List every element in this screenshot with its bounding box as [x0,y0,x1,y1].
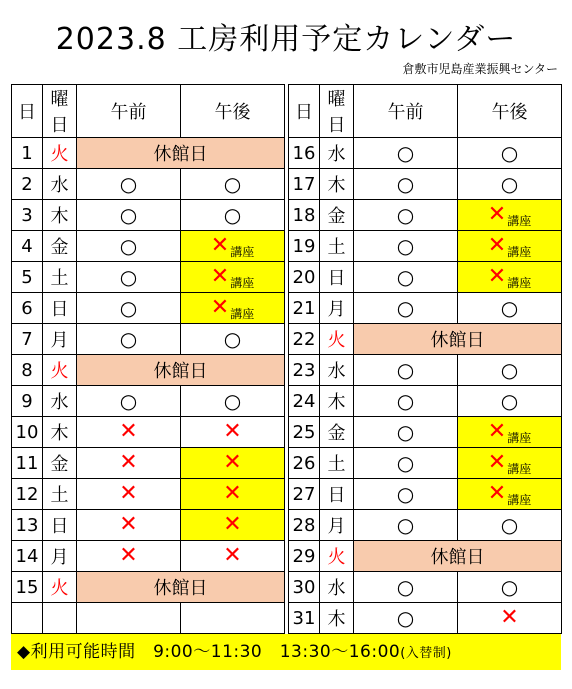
available-mark: ○ [396,451,415,475]
day-number: 23 [289,355,320,386]
afternoon-slot [458,138,562,169]
hours-text: ◆利用可能時間 9:00～11:30 13:30～16:00 [17,642,401,662]
afternoon-slot [458,355,562,386]
weekday: 金 [43,448,77,479]
calendar-row [12,479,285,510]
afternoon-slot [458,417,562,448]
calendar-table-left [11,84,285,634]
day-number: 28 [289,510,320,541]
weekday: 月 [320,510,354,541]
day-number: 20 [289,262,320,293]
afternoon-slot [181,200,285,231]
available-mark: ○ [223,389,242,413]
unavailable-mark: ✕ [487,419,507,444]
morning-slot [77,324,181,355]
morning-slot [354,603,458,634]
weekday: 火 [320,541,354,572]
available-mark: ○ [119,327,138,351]
day-number: 1 [12,138,43,169]
morning-slot [77,541,181,572]
calendar-row [289,510,562,541]
morning-slot [354,262,458,293]
afternoon-slot [181,417,285,448]
available-mark: ○ [500,141,519,165]
day-number: 12 [12,479,43,510]
available-mark: ○ [396,420,415,444]
calendar-row [289,541,562,572]
lecture-label: 講座 [230,276,255,290]
morning-slot [354,386,458,417]
morning-slot [77,603,181,634]
available-mark: ○ [223,172,242,196]
header-pm: 午後 [181,85,285,138]
morning-slot [77,510,181,541]
weekday: 金 [320,200,354,231]
calendar-row [12,293,285,324]
available-mark: ○ [396,358,415,382]
day-number: 15 [12,572,43,603]
weekday: 土 [43,479,77,510]
calendar-body-right [289,138,562,634]
unavailable-mark: ✕ [223,543,242,568]
day-number: 25 [289,417,320,448]
weekday: 水 [43,169,77,200]
calendar-row [289,448,562,479]
unavailable-mark: ✕ [487,202,507,227]
lecture-label: 講座 [507,493,532,507]
available-mark: ○ [223,203,242,227]
morning-slot [354,572,458,603]
header-weekday: 曜日 [320,85,354,138]
day-number: 2 [12,169,43,200]
lecture-label: 講座 [507,214,532,228]
unavailable-mark: ✕ [119,450,138,475]
day-number: 11 [12,448,43,479]
weekday: 日 [43,293,77,324]
afternoon-slot [458,448,562,479]
afternoon-slot [181,541,285,572]
afternoon-slot [181,603,285,634]
afternoon-slot [458,479,562,510]
calendar-row [289,200,562,231]
calendar-row [12,262,285,293]
calendar-row [12,169,285,200]
available-mark: ○ [119,172,138,196]
available-mark: ○ [396,389,415,413]
day-number: 16 [289,138,320,169]
available-mark: ○ [500,358,519,382]
available-mark: ○ [500,172,519,196]
day-number: 7 [12,324,43,355]
available-mark: ○ [500,513,519,537]
day-number: 24 [289,386,320,417]
closed-day: 休館日 [77,572,285,603]
day-number: 13 [12,510,43,541]
header-row [289,85,562,138]
weekday: 月 [320,293,354,324]
afternoon-slot [181,386,285,417]
closed-day: 休館日 [354,324,562,355]
weekday: 木 [320,169,354,200]
morning-slot [77,448,181,479]
weekday: 木 [320,386,354,417]
header-day: 日 [289,85,320,138]
day-number: 22 [289,324,320,355]
weekday: 土 [43,262,77,293]
afternoon-slot [181,479,285,510]
calendar-row [12,200,285,231]
page-title: 2023.8 工房利用予定カレンダー [55,22,517,57]
day-number: 3 [12,200,43,231]
unavailable-mark: ✕ [487,450,507,475]
afternoon-slot [458,572,562,603]
unavailable-mark: ✕ [487,264,507,289]
unavailable-mark: ✕ [210,295,230,320]
closed-day: 休館日 [354,541,562,572]
morning-slot [77,200,181,231]
afternoon-slot [181,231,285,262]
weekday: 火 [43,572,77,603]
calendar-body-left [12,138,285,634]
weekday: 日 [43,510,77,541]
morning-slot [354,169,458,200]
day-number: 29 [289,541,320,572]
calendar-row [12,572,285,603]
weekday: 日 [320,262,354,293]
weekday: 水 [43,386,77,417]
calendar-row [289,386,562,417]
afternoon-slot [458,169,562,200]
unavailable-mark: ✕ [119,419,138,444]
available-mark: ○ [396,606,415,630]
day-number: 10 [12,417,43,448]
available-mark: ○ [396,234,415,258]
available-mark: ○ [396,296,415,320]
unavailable-mark: ✕ [119,543,138,568]
calendar-row [289,324,562,355]
calendar-row [289,138,562,169]
organization-name: 倉敷市児島産業振興センター [402,62,558,76]
available-mark: ○ [119,265,138,289]
unavailable-mark: ✕ [487,481,507,506]
weekday: 土 [320,448,354,479]
calendar-row [12,541,285,572]
afternoon-slot [458,386,562,417]
lecture-label: 講座 [230,245,255,259]
afternoon-slot [458,293,562,324]
morning-slot [77,262,181,293]
weekday [43,603,77,634]
afternoon-slot [458,603,562,634]
weekday: 火 [43,355,77,386]
calendar-row [12,510,285,541]
weekday: 月 [43,541,77,572]
day-number: 6 [12,293,43,324]
weekday: 土 [320,231,354,262]
weekday: 火 [320,324,354,355]
available-mark: ○ [119,389,138,413]
available-mark: ○ [396,141,415,165]
available-mark: ○ [119,234,138,258]
morning-slot [354,138,458,169]
calendar-row [289,231,562,262]
calendar-row [12,231,285,262]
unavailable-mark: ✕ [223,481,242,506]
available-mark: ○ [396,203,415,227]
afternoon-slot [181,448,285,479]
afternoon-slot [181,293,285,324]
available-mark: ○ [396,265,415,289]
calendar-row [289,572,562,603]
unavailable-mark: ✕ [223,450,242,475]
available-mark: ○ [119,296,138,320]
header-weekday: 曜日 [43,85,77,138]
hours-note: (入替制) [400,646,452,661]
afternoon-slot [181,510,285,541]
morning-slot [77,169,181,200]
available-mark: ○ [396,172,415,196]
header-am: 午前 [77,85,181,138]
available-mark: ○ [396,513,415,537]
available-mark: ○ [119,203,138,227]
weekday: 日 [320,479,354,510]
morning-slot [354,417,458,448]
lecture-label: 講座 [230,307,255,321]
day-number: 5 [12,262,43,293]
day-number: 17 [289,169,320,200]
unavailable-mark: ✕ [487,233,507,258]
afternoon-slot [458,262,562,293]
day-number: 9 [12,386,43,417]
available-mark: ○ [500,389,519,413]
calendar-row [289,262,562,293]
weekday: 木 [43,417,77,448]
afternoon-slot [181,169,285,200]
day-number: 21 [289,293,320,324]
calendar-row [289,355,562,386]
calendar-row [12,355,285,386]
day-number: 31 [289,603,320,634]
day-number: 26 [289,448,320,479]
unavailable-mark: ✕ [210,264,230,289]
morning-slot [77,293,181,324]
unavailable-mark: ✕ [119,512,138,537]
unavailable-mark: ✕ [223,419,242,444]
day-number: 4 [12,231,43,262]
morning-slot [354,355,458,386]
day-number: 19 [289,231,320,262]
calendar-row [12,603,285,634]
day-number: 14 [12,541,43,572]
weekday: 水 [320,138,354,169]
day-number: 30 [289,572,320,603]
header-row [12,85,285,138]
calendar-row [289,293,562,324]
afternoon-slot [458,200,562,231]
lecture-label: 講座 [507,276,532,290]
header-am: 午前 [354,85,458,138]
weekday: 水 [320,572,354,603]
available-mark: ○ [396,575,415,599]
afternoon-slot [458,510,562,541]
unavailable-mark: ✕ [210,233,230,258]
morning-slot [354,510,458,541]
closed-day: 休館日 [77,355,285,386]
morning-slot [354,479,458,510]
closed-day: 休館日 [77,138,285,169]
morning-slot [354,200,458,231]
weekday: 木 [43,200,77,231]
calendar-row [289,169,562,200]
header-pm: 午後 [458,85,562,138]
unavailable-mark: ✕ [500,605,519,630]
available-mark: ○ [500,575,519,599]
calendar-row [289,417,562,448]
lecture-label: 講座 [507,431,532,445]
morning-slot [77,479,181,510]
available-mark: ○ [500,296,519,320]
day-number: 18 [289,200,320,231]
morning-slot [77,417,181,448]
weekday: 水 [320,355,354,386]
calendar-row [12,417,285,448]
weekday: 金 [43,231,77,262]
calendar-row [12,138,285,169]
morning-slot [77,231,181,262]
afternoon-slot [181,262,285,293]
lecture-label: 講座 [507,462,532,476]
calendar-row [12,386,285,417]
available-mark: ○ [223,327,242,351]
day-number: 27 [289,479,320,510]
morning-slot [354,231,458,262]
day-number: 8 [12,355,43,386]
calendar-table-right [288,84,562,634]
header-day: 日 [12,85,43,138]
lecture-label: 講座 [507,245,532,259]
day-number [12,603,43,634]
morning-slot [77,386,181,417]
available-mark: ○ [396,482,415,506]
morning-slot [354,448,458,479]
morning-slot [354,293,458,324]
weekday: 金 [320,417,354,448]
calendar-row [289,603,562,634]
calendar-row [289,479,562,510]
weekday: 月 [43,324,77,355]
unavailable-mark: ✕ [119,481,138,506]
weekday: 木 [320,603,354,634]
afternoon-slot [181,324,285,355]
weekday: 火 [43,138,77,169]
hours-footer [11,634,561,670]
calendar-row [12,324,285,355]
calendar-row [12,448,285,479]
afternoon-slot [458,231,562,262]
unavailable-mark: ✕ [223,512,242,537]
